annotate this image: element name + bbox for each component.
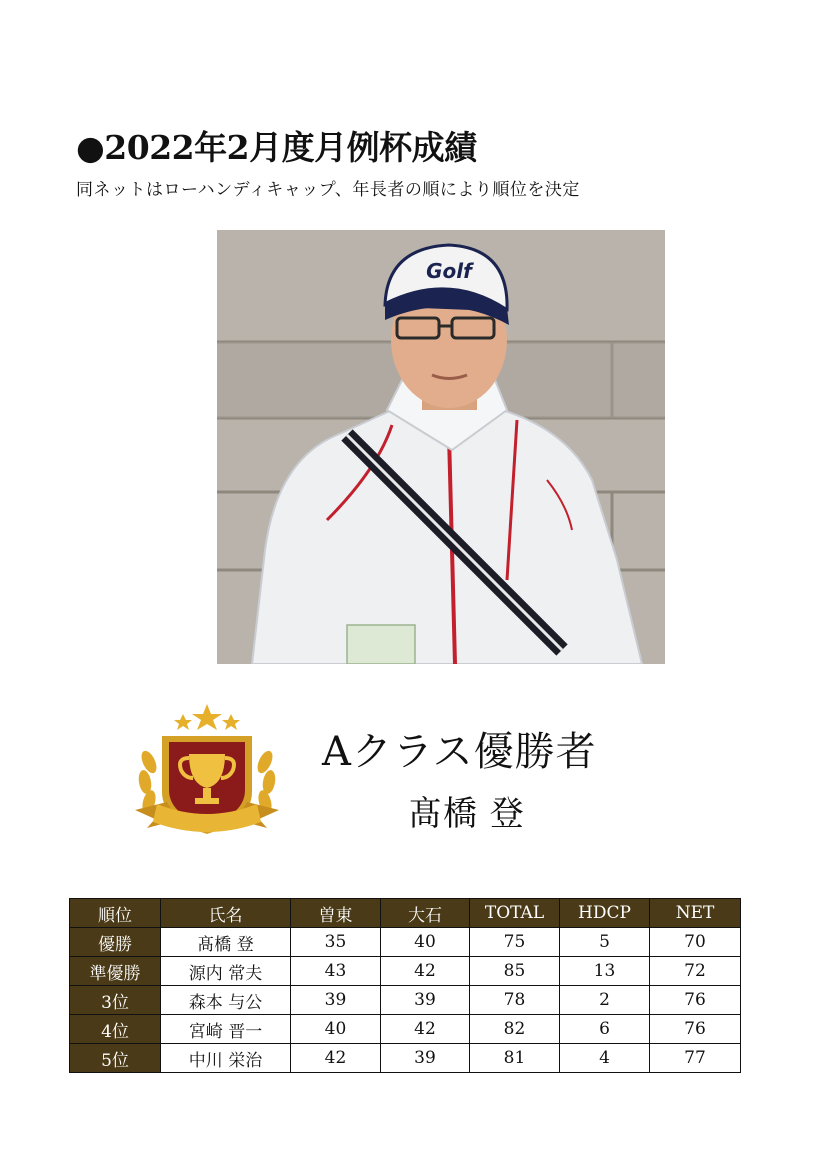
col-header-net: NET (650, 899, 741, 928)
cap-logo-text: Golf (426, 259, 472, 283)
score-cell: 42 (291, 1044, 381, 1073)
name-cell: 髙橋 登 (161, 928, 291, 957)
score-cell: 40 (381, 928, 470, 957)
name-cell: 宮崎 晋一 (161, 1015, 291, 1044)
col-header-name: 氏名 (161, 899, 291, 928)
award-title: Aクラス優勝者 (322, 729, 597, 775)
score-cell: 39 (381, 986, 470, 1015)
page-title: ●2022年2月度月例杯成績 (76, 128, 477, 167)
name-cell: 森本 与公 (161, 986, 291, 1015)
table-row (70, 957, 741, 986)
name-cell: 中川 栄治 (161, 1044, 291, 1073)
hdcp-cell: 2 (560, 986, 650, 1015)
table-row (70, 986, 741, 1015)
hdcp-cell: 6 (560, 1015, 650, 1044)
score-cell: 40 (291, 1015, 381, 1044)
rank-cell: 4位 (70, 1015, 161, 1044)
table-row (70, 928, 741, 957)
rank-cell: 優勝 (70, 928, 161, 957)
score-cell: 42 (381, 957, 470, 986)
net-cell: 72 (650, 957, 741, 986)
hdcp-cell: 4 (560, 1044, 650, 1073)
page-subtitle: 同ネットはローハンディキャップ、年長者の順により順位を決定 (76, 180, 580, 200)
award-winner-name: 髙橋 登 (408, 794, 525, 834)
score-cell: 35 (291, 928, 381, 957)
col-header-sotou: 曽東 (291, 899, 381, 928)
winner-photo (217, 230, 665, 664)
total-cell: 81 (470, 1044, 560, 1073)
score-cell: 39 (291, 986, 381, 1015)
net-cell: 76 (650, 986, 741, 1015)
score-cell: 39 (381, 1044, 470, 1073)
score-cell: 43 (291, 957, 381, 986)
col-header-hdcp: HDCP (560, 899, 650, 928)
net-cell: 76 (650, 1015, 741, 1044)
rank-cell: 5位 (70, 1044, 161, 1073)
rank-cell: 準優勝 (70, 957, 161, 986)
results-table (69, 898, 741, 1073)
net-cell: 70 (650, 928, 741, 957)
trophy-emblem-icon (127, 702, 287, 842)
score-cell: 42 (381, 1015, 470, 1044)
rank-cell: 3位 (70, 986, 161, 1015)
total-cell: 85 (470, 957, 560, 986)
hdcp-cell: 5 (560, 928, 650, 957)
table-header-row (70, 899, 741, 928)
col-header-total: TOTAL (470, 899, 560, 928)
total-cell: 75 (470, 928, 560, 957)
total-cell: 82 (470, 1015, 560, 1044)
net-cell: 77 (650, 1044, 741, 1073)
name-cell: 源内 常夫 (161, 957, 291, 986)
table-row (70, 1044, 741, 1073)
table-row (70, 1015, 741, 1044)
col-header-oishi: 大石 (381, 899, 470, 928)
hdcp-cell: 13 (560, 957, 650, 986)
total-cell: 78 (470, 986, 560, 1015)
col-header-rank: 順位 (70, 899, 161, 928)
